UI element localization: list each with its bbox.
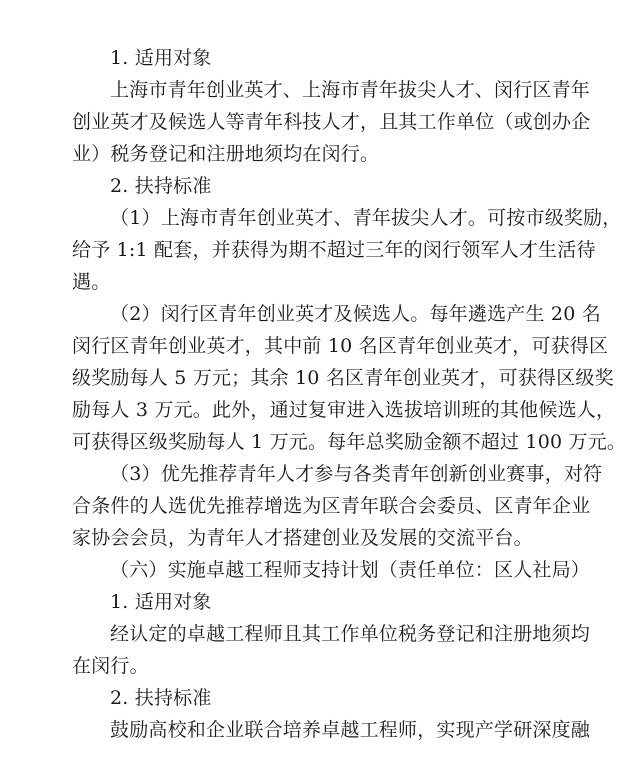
paragraph-line: 在闵行。 xyxy=(72,655,149,677)
paragraph-line: 业）税务登记和注册地须均在闵行。 xyxy=(72,143,380,165)
paragraph-line: 经认定的卓越工程师且其工作单位税务登记和注册地须均 xyxy=(110,623,591,645)
paragraph-line: （3）优先推荐青年人才参与各类青年创新创业赛事，对符 xyxy=(110,463,603,485)
paragraph-line: 鼓励高校和企业联合培养卓越工程师，实现产学研深度融 xyxy=(110,719,591,741)
section-heading-applicable-targets: 1. 适用对象 xyxy=(110,47,212,69)
section-heading-support-standards: 2. 扶持标准 xyxy=(110,687,212,709)
section-heading-applicable-targets: 1. 适用对象 xyxy=(110,591,212,613)
paragraph-line: 闵行区青年创业英才，其中前 10 名区青年创业英才，可获得区 xyxy=(72,335,609,357)
paragraph-line: 上海市青年创业英才、上海市青年拔尖人才、闵行区青年 xyxy=(110,79,591,101)
paragraph-line: 遇。 xyxy=(72,271,111,293)
paragraph-line: （2）闵行区青年创业英才及候选人。每年遴选产生 20 名 xyxy=(110,303,601,325)
section-heading-support-standards: 2. 扶持标准 xyxy=(110,175,212,197)
section-heading-excellent-engineer-plan: （六）实施卓越工程师支持计划（责任单位：区人社局） xyxy=(110,559,591,581)
paragraph-line: 合条件的人选优先推荐增选为区青年联合会委员、区青年企业 xyxy=(72,495,591,517)
paragraph-line: 创业英才及候选人等青年科技人才，且其工作单位（或创办企 xyxy=(72,111,591,133)
paragraph-line: 家协会会员，为青年人才搭建创业及发展的交流平台。 xyxy=(72,527,533,549)
paragraph-line: 可获得区级奖励每人 1 万元。每年总奖励金额不超过 100 万元。 xyxy=(72,431,627,453)
paragraph-line: 给予 1:1 配套，并获得为期不超过三年的闵行领军人才生活待 xyxy=(72,239,596,261)
paragraph-line: 励每人 3 万元。此外，通过复审进入选拔培训班的其他候选人， xyxy=(72,399,616,421)
paragraph-line: 级奖励每人 5 万元；其余 10 名区青年创业英才，可获得区级奖 xyxy=(72,367,614,389)
paragraph-line: （1）上海市青年创业英才、青年拔尖人才。可按市级奖励， xyxy=(110,207,622,229)
